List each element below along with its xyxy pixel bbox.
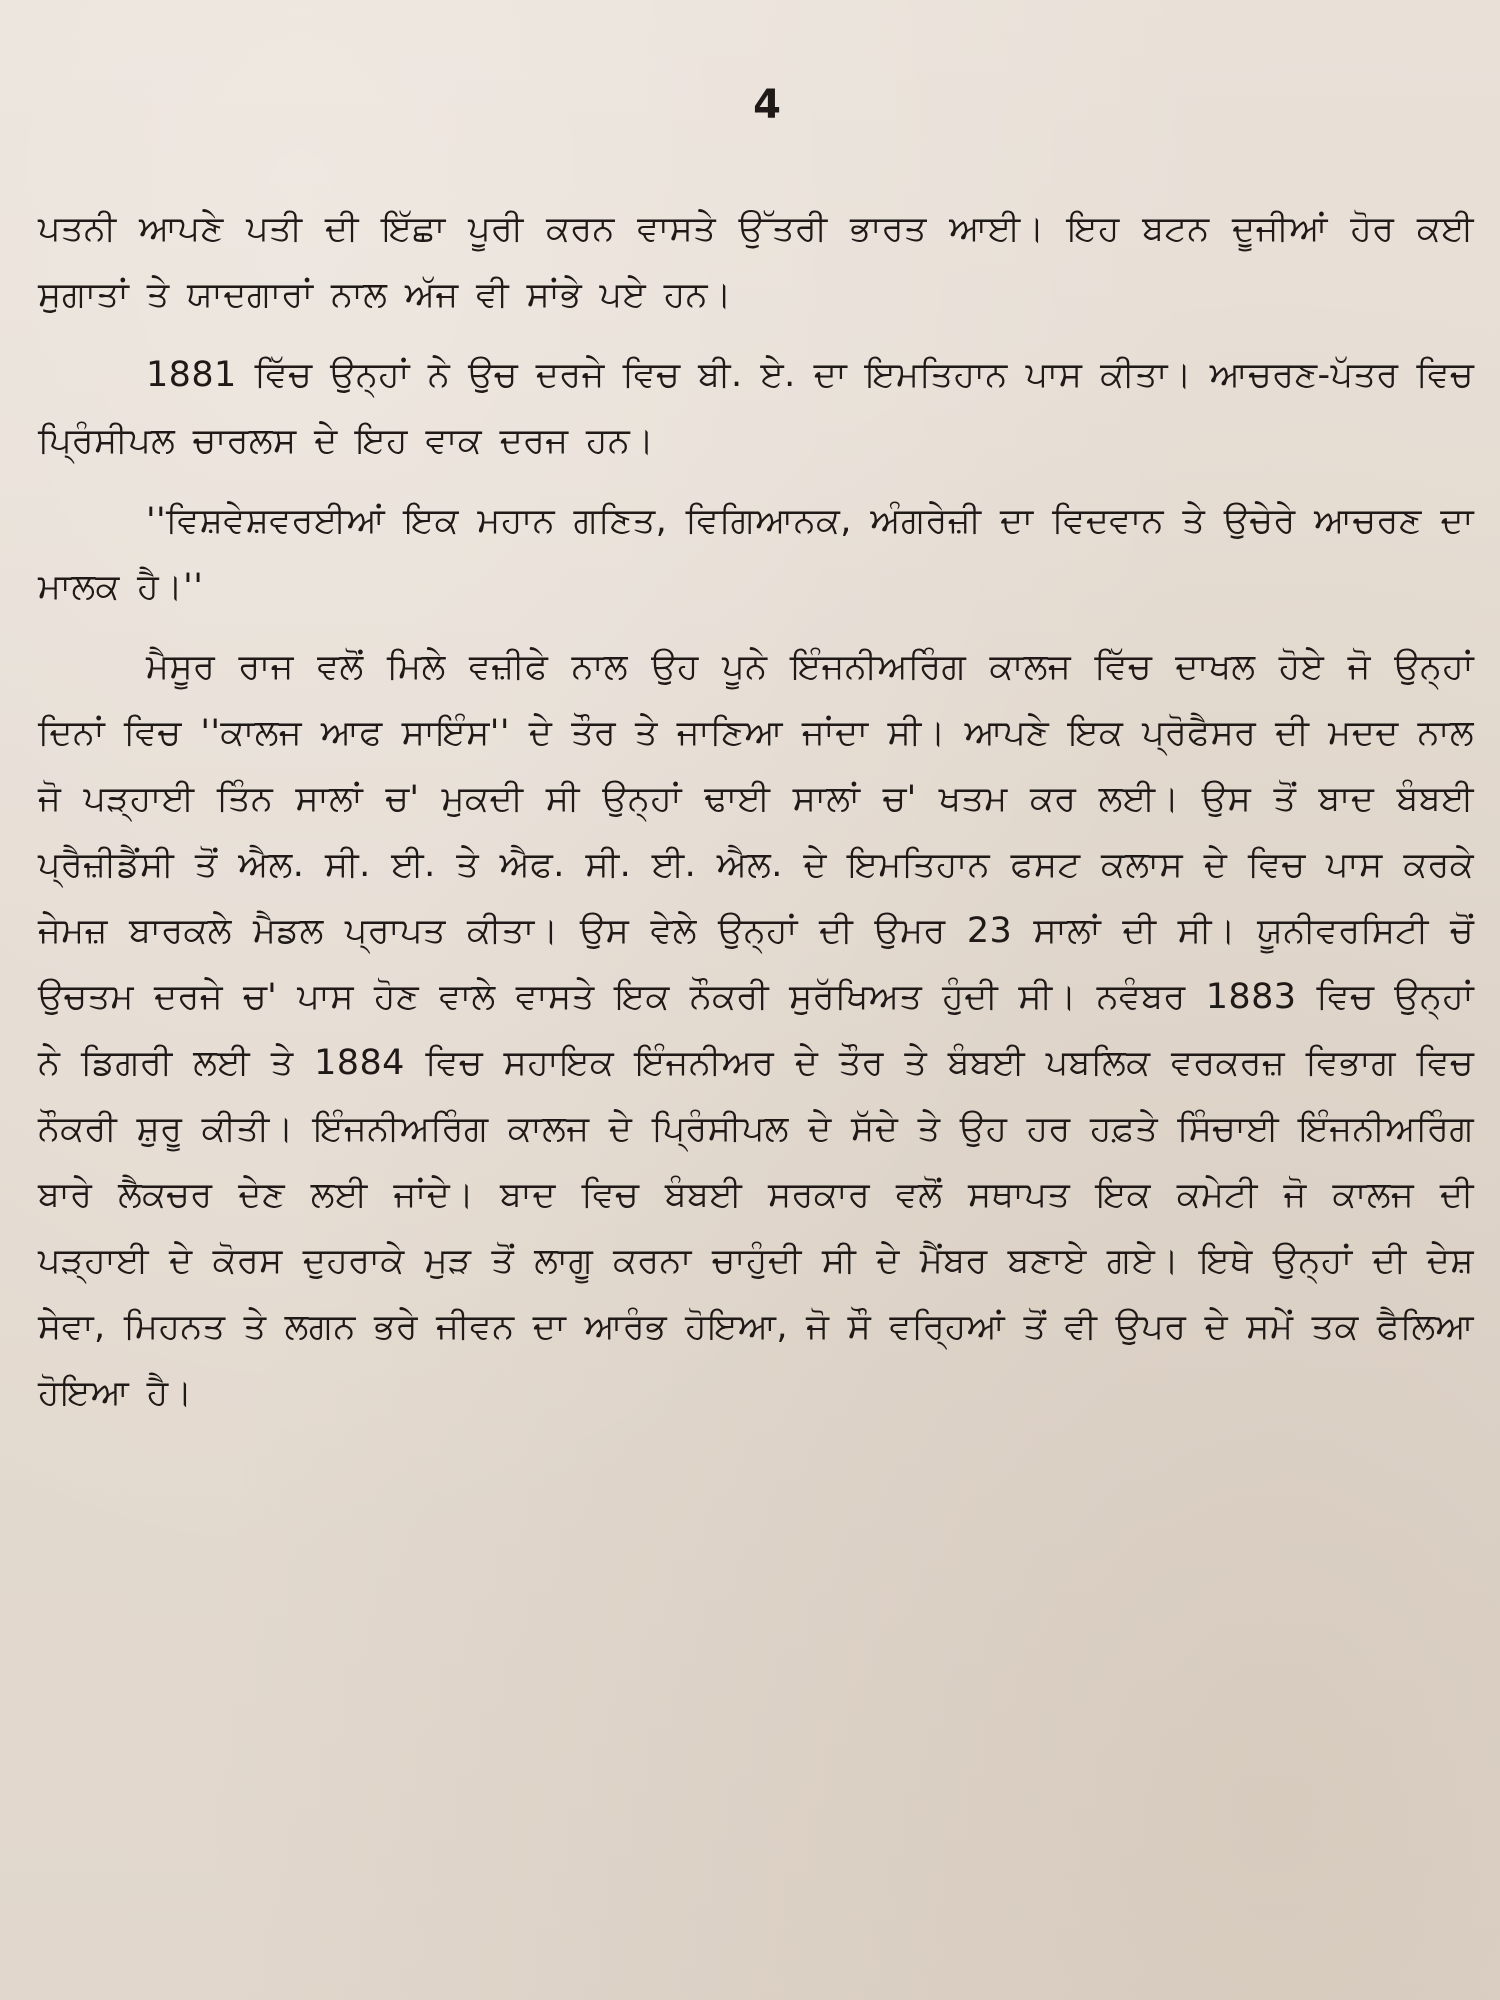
paragraph-2: 1881 ਵਿੱਚ ਉਨ੍ਹਾਂ ਨੇ ਉਚ ਦਰਜੇ ਵਿਚ ਬੀ. ਏ. ਦਾ ਇਮਤਿਹਾਨ ਪਾਸ ਕੀਤਾ। ਆਚਰਣ-ਪੱਤਰ ਵਿਚ ਪ੍ਰਿੰਸੀਪਲ ਚਾਰਲਸ ਦੇ ਇਹ ਵਾਕ ਦਰਜ ਹਨ। bbox=[38, 355, 1474, 461]
paragraph-1: ਪਤਨੀ ਆਪਣੇ ਪਤੀ ਦੀ ਇੱਛਾ ਪੂਰੀ ਕਰਨ ਵਾਸਤੇ ਉੱਤਰੀ ਭਾਰਤ ਆਈ। ਇਹ ਬਟਨ ਦੂਜੀਆਂ ਹੋਰ ਕਈ ਸੁਗਾਤਾਂ ਤੇ ਯਾਦਗਾਰਾਂ ਨਾਲ ਅੱਜ ਵੀ ਸਾਂਭੇ ਪਏ ਹਨ। bbox=[38, 209, 1474, 315]
page-body bbox=[38, 196, 1474, 1440]
page-number: 4 bbox=[753, 82, 781, 128]
paragraph-4: ਮੈਸੂਰ ਰਾਜ ਵਲੋਂ ਮਿਲੇ ਵਜ਼ੀਫੇ ਨਾਲ ਉਹ ਪੂਨੇ ਇੰਜਨੀਅਰਿੰਗ ਕਾਲਜ ਵਿੱਚ ਦਾਖਲ ਹੋਏ ਜੋ ਉਨ੍ਹਾਂ ਦਿਨਾਂ ਵਿਚ ''ਕਾਲਜ ਆਫ ਸਾਇੰਸ'' ਦੇ ਤੌਰ ਤੇ ਜਾਣਿਆ ਜਾਂਦਾ ਸੀ। ਆਪਣੇ ਇਕ ਪ੍ਰੋਫੈਸਰ ਦੀ ਮਦਦ ਨਾਲ ਜੋ ਪੜ੍ਹਾਈ ਤਿੰਨ ਸਾਲਾਂ ਚ' ਮੁਕਦੀ ਸੀ ਉਨ੍ਹਾਂ ਢਾਈ ਸਾਲਾਂ ਚ' ਖਤਮ ਕਰ ਲਈ। ਉਸ ਤੋਂ ਬਾਦ ਬੰਬਈ ਪ੍ਰੈਜ਼ੀਡੈਂਸੀ ਤੋਂ ਐਲ. ਸੀ. ਈ. ਤੇ ਐਫ. ਸੀ. ਈ. ਐਲ. ਦੇ ਇਮਤਿਹਾਨ ਫਸਟ ਕਲਾਸ ਦੇ ਵਿਚ ਪਾਸ ਕਰਕੇ ਜੇਮਜ਼ ਬਾਰਕਲੇ ਮੈਡਲ ਪ੍ਰਾਪਤ ਕੀਤਾ। ਉਸ ਵੇਲੇ ਉਨ੍ਹਾਂ ਦੀ ਉਮਰ 23 ਸਾਲਾਂ ਦੀ ਸੀ। ਯੂਨੀਵਰਸਿਟੀ ਚੋਂ ਉਚਤਮ ਦਰਜੇ ਚ' ਪਾਸ ਹੋਣ ਵਾਲੇ ਵਾਸਤੇ ਇਕ ਨੌਕਰੀ ਸੁਰੱਖਿਅਤ ਹੁੰਦੀ ਸੀ। ਨਵੰਬਰ 1883 ਵਿਚ ਉਨ੍ਹਾਂ ਨੇ ਡਿਗਰੀ ਲਈ ਤੇ 1884 ਵਿਚ ਸਹਾਇਕ ਇੰਜਨੀਅਰ ਦੇ ਤੌਰ ਤੇ ਬੰਬਈ ਪਬਲਿਕ ਵਰਕਰਜ਼ ਵਿਭਾਗ ਵਿਚ ਨੌਕਰੀ ਸ਼ੁਰੂ ਕੀਤੀ। ਇੰਜਨੀਅਰਿੰਗ ਕਾਲਜ ਦੇ ਪ੍ਰਿੰਸੀਪਲ ਦੇ ਸੱਦੇ ਤੇ ਉਹ ਹਰ ਹਫ਼ਤੇ ਸਿੰਚਾਈ ਇੰਜਨੀਅਰਿੰਗ ਬਾਰੇ ਲੈਕਚਰ ਦੇਣ ਲਈ ਜਾਂਦੇ। ਬਾਦ ਵਿਚ ਬੰਬਈ ਸਰਕਾਰ ਵਲੋਂ ਸਥਾਪਤ ਇਕ ਕਮੇਟੀ ਜੋ ਕਾਲਜ ਦੀ ਪੜ੍ਹਾਈ ਦੇ ਕੋਰਸ ਦੁਹਰਾਕੇ ਮੁੜ ਤੋਂ ਲਾਗੂ ਕਰਨਾ ਚਾਹੁੰਦੀ ਸੀ ਦੇ ਮੈਂਬਰ ਬਣਾਏ ਗਏ। ਇਥੇ ਉਨ੍ਹਾਂ ਦੀ ਦੇਸ਼ ਸੇਵਾ, ਮਿਹਨਤ ਤੇ ਲਗਨ ਭਰੇ ਜੀਵਨ ਦਾ ਆਰੰਭ ਹੋਇਆ, ਜੋ ਸੌ ਵਰ੍ਹਿਆਂ ਤੋਂ ਵੀ ਉਪਰ ਦੇ ਸਮੇਂ ਤਕ ਫੈਲਿਆ ਹੋਇਆ ਹੈ। bbox=[38, 647, 1474, 1413]
paragraph-3-quote: ''ਵਿਸ਼ਵੇਸ਼ਵਰਈਆਂ ਇਕ ਮਹਾਨ ਗਣਿਤ, ਵਿਗਿਆਨਕ, ਅੰਗਰੇਜ਼ੀ ਦਾ ਵਿਦਵਾਨ ਤੇ ਉਚੇਰੇ ਆਚਰਣ ਦਾ ਮਾਲਕ ਹੈ।'' bbox=[38, 501, 1474, 607]
